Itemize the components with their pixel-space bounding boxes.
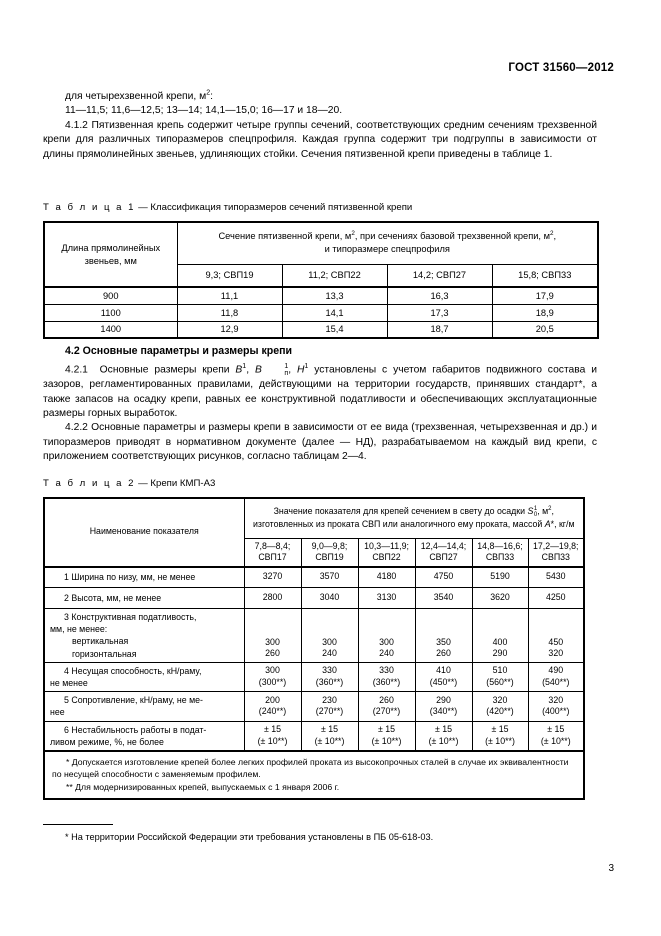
table-2-row-3-values-col-3 <box>415 662 472 691</box>
superscript-two: 2 <box>206 89 211 97</box>
sup-1-b: 1 <box>304 363 309 371</box>
paragraph-continued-1-text: для четырехзвенной крепи, $м^2$: <box>65 89 213 102</box>
table-2-row-4-values-col-2 <box>358 692 415 721</box>
table-2-row-4-value-3: 290 <box>436 694 451 705</box>
page-number: 3 <box>608 863 614 874</box>
table-2-row-4-values-col-5 <box>528 692 584 721</box>
table-2-row-4-values-col-0 <box>244 692 301 721</box>
table-2-row-5-label <box>44 721 244 751</box>
table-2-row-2-vert-0: 300 <box>265 636 280 647</box>
table-2-row-2-vert-5: 450 <box>548 636 564 647</box>
table-2-row-4-label-line1: 5 Сопротивление, кН/раму, не ме- <box>64 695 203 706</box>
table-1-row-0-value-1: 13,3 <box>282 287 387 304</box>
table-1-row-2-value-3: 20,5 <box>492 321 598 338</box>
table-2-row-2-vert-1: 300 <box>322 636 337 647</box>
table-2-row-3-value-2: 330 <box>379 665 394 676</box>
table-1-col-header-3: 15,8; СВП33 <box>492 264 598 287</box>
table-2-row-5-value-2: ± 15 <box>377 724 396 735</box>
table-1-row-0-label: 900 <box>44 287 177 304</box>
table-2-row-4-label <box>44 692 244 721</box>
table-2-notes <box>44 751 584 799</box>
table-1-caption-label: Т а б л и ц а 1 <box>43 202 136 213</box>
table-2-row-1-value-4: 3620 <box>472 588 528 609</box>
table-2-row-3-label-line2: не менее <box>50 678 88 689</box>
table-2-row-5-value-alt-0: (± 10**) <box>257 735 288 746</box>
table-1-span-header <box>177 222 598 264</box>
table-1-row-1-value-3: 18,9 <box>492 304 598 321</box>
table-2-row-3-value-alt-1: (360**) <box>315 677 344 688</box>
table-2-row-4-value-alt-1: (270**) <box>315 706 344 717</box>
table-2-row-2-values-col-3 <box>415 609 472 663</box>
table-2-row-2-values-col-2 <box>358 609 415 663</box>
symbol-S: S <box>527 505 534 516</box>
table-2-row-3-value-4: 510 <box>492 665 508 676</box>
table-2-row-0-value-3: 4750 <box>415 567 472 588</box>
body-text-section-4-2 <box>43 344 597 465</box>
table-2-row-5-values-col-5 <box>528 721 584 751</box>
table-2-row-1-value-3: 3540 <box>415 588 472 609</box>
table-1-col-header-2: 14,2; СВП27 <box>387 264 492 287</box>
table-2-row-2-horiz-3: 260 <box>436 648 451 659</box>
table-2-stub-header-text: Наименование показателя <box>89 526 199 537</box>
table-2-col-header-4-profile: СВП33 <box>485 552 515 562</box>
table-2-row-3-value-alt-3: (450**) <box>429 677 458 688</box>
table-2-row-0-label-text: 1 Ширина по низу, мм, не менее <box>64 572 196 583</box>
paragraph-continued-1 <box>43 90 597 104</box>
document-header-standard-id: ГОСТ 31560—2012 <box>508 62 614 74</box>
table-2-row-4-value-alt-3: (340**) <box>429 706 458 717</box>
table-1-col-header-1: 11,2; СВП22 <box>282 264 387 287</box>
table-2-stub-header <box>44 498 244 567</box>
table-1-row-1-value-1: 14,1 <box>282 304 387 321</box>
table-2-row-3-value-alt-4: (560**) <box>486 677 514 688</box>
table-1-stub-header-text: Длина прямолинейных звеньев, мм <box>61 242 161 266</box>
table-2-row-2-horiz-0: 260 <box>265 648 280 659</box>
table-2-row-2-horiz-4: 290 <box>492 648 508 659</box>
table-row <box>44 321 598 338</box>
table-2-row-3-label <box>44 662 244 691</box>
table-2-row-2-horiz-5: 320 <box>548 648 564 659</box>
table-2-col-header-2 <box>358 538 415 567</box>
table-row <box>44 609 584 663</box>
table-1-header-row-1 <box>44 222 598 264</box>
subheading-4-2: 4.2 Основные параметры и размеры крепи <box>65 345 293 357</box>
table-2-row-2-label-line2: мм, не менее: <box>50 624 108 635</box>
table-2-col-header-1-profile: СВП19 <box>315 552 344 562</box>
table-2-row-0-value-1: 3570 <box>301 567 358 588</box>
table-2-row-4-value-alt-0: (240**) <box>258 706 287 717</box>
table-1-span-header-line1: Сечение пятизвенной крепи, $м^2$, при сечениях базовой трехзвенной крепи, $м^2$, <box>218 230 557 242</box>
table-row <box>44 287 598 304</box>
table-2-col-header-4 <box>472 538 528 567</box>
table-2-row-5-value-4: ± 15 <box>491 724 509 735</box>
table-2-row-0-value-2: 4180 <box>358 567 415 588</box>
table-2-row-5-value-alt-2: (± 10**) <box>371 735 402 746</box>
sup-m2-b: 2 <box>550 230 554 238</box>
paragraph-clause-4-1-2: 4.1.2 Пятизвенная крепь содержит четыре группы сечений, соответствующих средним сечениям трехзвенной крепи для различных типоразмеров спецпрофиля. Каждая группа содержит три подгруппы в зависимости от длины прямолинейных звеньев, удлиняющих стойки. Сечения пятизвенной крепи приведены в таблице 1. <box>43 119 597 160</box>
table-2-row-5-value-alt-4: (± 10**) <box>485 735 515 746</box>
table-2-row-3-value-5: 490 <box>548 665 564 676</box>
table-2-row-2-values-col-0 <box>244 609 301 663</box>
table-row <box>44 304 598 321</box>
table-2-row-1-value-1: 3040 <box>301 588 358 609</box>
table-1-row-2-value-2: 18,7 <box>387 321 492 338</box>
table-2-row-3-values-col-0 <box>244 662 301 691</box>
table-2-row-3-value-alt-2: (360**) <box>372 677 401 688</box>
table-2-row-3-values-col-5 <box>528 662 584 691</box>
table-2-row-5-value-alt-5: (± 10**) <box>540 735 571 746</box>
table-row <box>44 662 584 691</box>
table-2-row-2-vert-4: 400 <box>492 636 508 647</box>
table-2-caption-label: Т а б л и ц а 2 <box>43 478 136 489</box>
sup-m2-a: 2 <box>351 230 355 238</box>
table-2-row-4-value-1: 230 <box>322 694 337 705</box>
table-1-row-2-label: 1400 <box>44 321 177 338</box>
table-2-col-header-1-mass: 9,0—9,8; <box>311 540 348 551</box>
sup-1-a: 1 <box>242 363 247 371</box>
table-2-row-3-values-col-1 <box>301 662 358 691</box>
table-1-stub-header <box>44 222 177 287</box>
table-2-col-header-2-mass: 10,3—11,9; <box>364 540 409 551</box>
table-2-row-5-values-col-3 <box>415 721 472 751</box>
table-1-row-2-value-1: 15,4 <box>282 321 387 338</box>
table-2-row-2-label-line3: вертикальная <box>72 636 129 647</box>
table-2-row-1-value-0: 2800 <box>244 588 301 609</box>
table-2-row-2-horiz-2: 240 <box>379 648 394 659</box>
paragraph-continued-2: 11—11,5; 11,6—12,5; 13—14; 14,1—15,0; 16—17 и 18—20. <box>65 105 343 117</box>
table-2-row-4-value-alt-2: (270**) <box>372 706 401 717</box>
table-1-row-0-value-3: 17,9 <box>492 287 598 304</box>
table-2-row-3-value-0: 300 <box>265 665 280 676</box>
table-2-row-0-value-4: 5190 <box>472 567 528 588</box>
table-2-row-5-values-col-2 <box>358 721 415 751</box>
table-2-row-2-vert-3: 350 <box>436 636 451 647</box>
table-2-col-header-3 <box>415 538 472 567</box>
table-2-notes-row <box>44 751 584 799</box>
symbol-B1: B <box>235 364 243 376</box>
table-1-caption <box>43 202 412 213</box>
paragraph-clause-4-2-2: 4.2.2 Основные параметры и размеры крепи в зависимости от ее вида (трехзвенная, четырехзвенная и др.) и типоразмеров приводят в нормативном документе (далее — НД), разрабатываемом на каждый вид крепи, с приложением соответствующих рисунков, согласно таблицам 2—4. <box>43 422 597 463</box>
table-2-row-1-value-5: 4250 <box>528 588 584 609</box>
table-2-note-1: * Допускается изготовление крепей более легких профилей проката из высокопрочных сталей в случае их эквивалентности по несущей способности с заменяемым профилем. <box>52 757 569 780</box>
table-2-row-4-values-col-4 <box>472 692 528 721</box>
table-2-row-2-vert-2: 300 <box>379 636 394 647</box>
page-footnote: * На территории Российской Федерации эти требования установлены в ПБ 05-618-03. <box>65 832 434 842</box>
table-2-row-4-value-0: 200 <box>265 694 280 705</box>
body-text-top <box>43 90 597 162</box>
table-2-row-1-label-text: 2 Высота, мм, не менее <box>64 592 162 603</box>
table-2-span-header-line2: изготовленных из проката СВП или аналогичного ему проката, массой A*, кг/м <box>253 519 575 530</box>
table-2-row-2-values-col-5 <box>528 609 584 663</box>
table-2-row-2-label-line1: 3 Конструктивная податливость, <box>64 612 197 622</box>
table-row <box>44 692 584 721</box>
table-1-row-1-value-2: 17,3 <box>387 304 492 321</box>
table-2-row-4-value-5: 320 <box>548 694 564 705</box>
table-2-row-5-value-1: ± 15 <box>320 724 339 735</box>
table-2-row-5-label-line1: 6 Нестабильность работы в подат- <box>64 724 207 735</box>
table-2-row-5-value-3: ± 15 <box>434 724 453 735</box>
table-2-kmp-a3 <box>43 497 585 800</box>
symbol-Bp1: B <box>254 364 262 376</box>
table-1-col-header-0: 9,3; СВП19 <box>177 264 282 287</box>
table-2-row-3-label-line1: 4 Несущая способность, кН/раму, <box>64 665 202 676</box>
table-2-row-0-label <box>44 567 244 588</box>
table-2-row-3-value-1: 330 <box>322 665 337 676</box>
table-2-col-header-0 <box>244 538 301 567</box>
table-2-row-5-value-alt-1: (± 10**) <box>314 735 345 746</box>
table-2-row-4-value-4: 320 <box>492 694 508 705</box>
table-2-row-5-label-line2: ливом режиме, %, не более <box>50 736 164 747</box>
table-1-span-header-line2: и типоразмере спецпрофиля <box>324 244 450 255</box>
table-2-row-4-values-col-3 <box>415 692 472 721</box>
table-2-row-1-label <box>44 588 244 609</box>
table-2-row-3-value-alt-0: (300**) <box>258 677 287 688</box>
table-2-col-header-5-mass: 17,2—19,8; <box>533 540 579 551</box>
table-row <box>44 567 584 588</box>
table-2-row-5-value-5: ± 15 <box>547 724 565 735</box>
table-2-span-header-line1: Значение показателя для крепей сечением в свету до осадки S 1 0 , $м^2$, <box>273 505 554 519</box>
table-2-col-header-5-profile: СВП33 <box>541 552 570 562</box>
table-2-row-5-values-col-1 <box>301 721 358 751</box>
table-2-row-3-values-col-4 <box>472 662 528 691</box>
table-2-col-header-3-mass: 12,4—14,4; <box>420 540 467 551</box>
table-1-caption-text: — Классификация типоразмеров сечений пятизвенной крепи <box>138 202 413 213</box>
table-2-row-5-values-col-4 <box>472 721 528 751</box>
table-1-row-1-label: 1100 <box>44 304 177 321</box>
table-2-col-header-4-mass: 14,8—16,6; <box>477 540 523 551</box>
table-row <box>44 721 584 751</box>
table-2-note-2: ** Для модернизированных крепей, выпускаемых с 1 января 2006 г. <box>66 781 340 792</box>
table-2-row-1-value-2: 3130 <box>358 588 415 609</box>
table-2-row-4-value-alt-4: (420**) <box>486 706 514 717</box>
table-1-row-1-value-0: 11,8 <box>177 304 282 321</box>
table-2-row-0-value-0: 3270 <box>244 567 301 588</box>
table-2-row-2-values-col-1 <box>301 609 358 663</box>
table-2-row-4-value-alt-5: (400**) <box>542 706 570 717</box>
symbol-A: A <box>544 519 551 530</box>
table-2-row-4-values-col-1 <box>301 692 358 721</box>
footnote-separator-rule <box>43 824 113 825</box>
table-2-row-3-value-alt-5: (540**) <box>542 677 570 688</box>
symbol-H1: H <box>296 364 305 376</box>
table-2-row-3-values-col-2 <box>358 662 415 691</box>
table-2-row-2-horiz-1: 240 <box>322 648 337 659</box>
table-2-col-header-1 <box>301 538 358 567</box>
table-2-col-header-2-profile: СВП22 <box>372 552 401 562</box>
table-2-row-5-value-0: ± 15 <box>263 724 282 735</box>
table-2-row-5-value-alt-3: (± 10**) <box>428 735 459 746</box>
paragraph-clause-4-2-1: 4.2.1 Основные размеры крепи $B^1$, B 1 п , $H^1$ установлены с учетом габаритов подвижного состава и зазоров, регламентированных правилами, действующими на территории государств, принявших стандарт*, а также запасов на осадку крепи, равных ее конструктивной податливости и обеспечивающих эксплуатационные размеры горных выработок. <box>43 363 597 419</box>
table-1-row-0-value-2: 16,3 <box>387 287 492 304</box>
table-2-col-header-0-profile: СВП17 <box>258 552 287 562</box>
symbol-Bp1-indices: 1 п <box>284 363 289 378</box>
table-2-row-4-label-line2: нее <box>50 707 65 718</box>
table-2-row-0-value-5: 5430 <box>528 567 584 588</box>
table-2-row-2-label <box>44 609 244 663</box>
table-2-caption-text: — Крепи КМП-А3 <box>138 478 216 489</box>
table-2-row-3-value-3: 410 <box>436 665 451 676</box>
symbol-S-indices: 1 0 <box>533 506 538 519</box>
table-2-row-2-label-line4: горизонтальная <box>72 648 137 659</box>
table-row <box>44 588 584 609</box>
table-1-row-0-value-0: 11,1 <box>177 287 282 304</box>
table-2-row-5-values-col-0 <box>244 721 301 751</box>
table-2-col-header-3-profile: СВП27 <box>429 552 458 562</box>
table-2-row-4-value-2: 260 <box>379 694 394 705</box>
table-2-col-header-5 <box>528 538 584 567</box>
table-1-row-2-value-0: 12,9 <box>177 321 282 338</box>
table-2-col-header-0-mass: 7,8—8,4; <box>254 540 291 551</box>
table-1-section-classification <box>43 221 599 339</box>
table-2-span-header <box>244 498 584 538</box>
sup-m2-c: 2 <box>548 505 552 512</box>
table-2-caption <box>43 478 215 489</box>
table-2-row-2-values-col-4 <box>472 609 528 663</box>
table-2-header-row-1 <box>44 498 584 538</box>
